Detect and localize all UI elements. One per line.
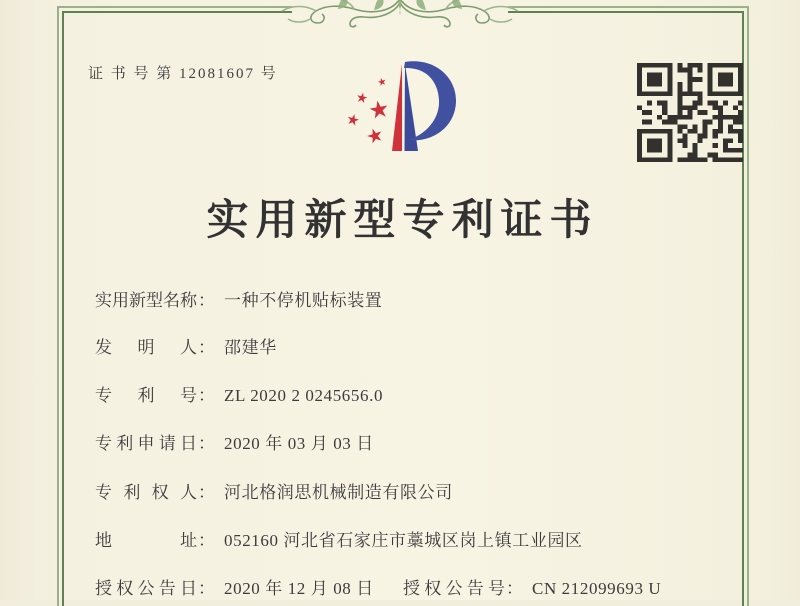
- field-group-grant-number: [403, 574, 661, 599]
- field-label: 专利号: [95, 386, 197, 405]
- star-icon: [346, 113, 360, 126]
- field-colon: ：: [198, 434, 215, 453]
- star-icon: [368, 99, 389, 119]
- field-colon: ：: [198, 531, 215, 550]
- field-row-patentee: [95, 478, 453, 500]
- star-icon: [366, 126, 384, 144]
- monogram-red-wedge: [392, 64, 402, 151]
- field-label: 实用新型名称: [95, 291, 197, 310]
- field-value: 一种不停机贴标装置: [224, 291, 383, 310]
- field-label: 地址: [95, 531, 197, 550]
- qr-code: [637, 63, 743, 162]
- field-row-address: [95, 526, 583, 548]
- field-value: 河北格润思机械制造有限公司: [224, 483, 453, 502]
- field-value: 052160 河北省石家庄市藁城区岗上镇工业园区: [224, 531, 583, 550]
- field-row-utility-model-name: [95, 286, 382, 308]
- field-value: 邵建华: [224, 338, 277, 357]
- field-label: 专利申请日: [95, 434, 197, 453]
- cnipa-patent-office-logo-icon: [335, 50, 470, 168]
- field-value: 2020 年 03 月 03 日: [224, 434, 374, 453]
- field-row-filing-date: [95, 429, 374, 451]
- field-colon: ：: [198, 291, 215, 310]
- field-label: 专利权人: [95, 483, 197, 502]
- certificate-title: 实用新型专利证书: [206, 198, 599, 244]
- field-colon: ：: [198, 483, 215, 502]
- field-row-patent-number: [95, 381, 383, 403]
- field-colon: ：: [198, 386, 215, 405]
- field-label: 授权公告日: [95, 579, 197, 598]
- field-label: 授权公告号: [403, 579, 505, 598]
- star-icon: [377, 77, 387, 86]
- field-colon: ：: [198, 338, 215, 357]
- field-colon: ：: [198, 579, 215, 598]
- field-row-inventor: [95, 333, 277, 355]
- floral-flourish-icon: [278, 0, 522, 29]
- field-value: ZL 2020 2 0245656.0: [224, 386, 384, 405]
- star-icon: [356, 92, 368, 104]
- field-row-grant-announcement: [95, 574, 662, 598]
- certificate-number: 证 书 号 第 12081607 号: [88, 66, 278, 82]
- field-value: CN 212099693 U: [532, 579, 662, 598]
- field-colon: ：: [506, 579, 523, 598]
- field-label: 发明人: [95, 338, 197, 357]
- field-group-grant-date: [95, 574, 374, 599]
- field-value: 2020 年 12 月 08 日: [224, 579, 374, 598]
